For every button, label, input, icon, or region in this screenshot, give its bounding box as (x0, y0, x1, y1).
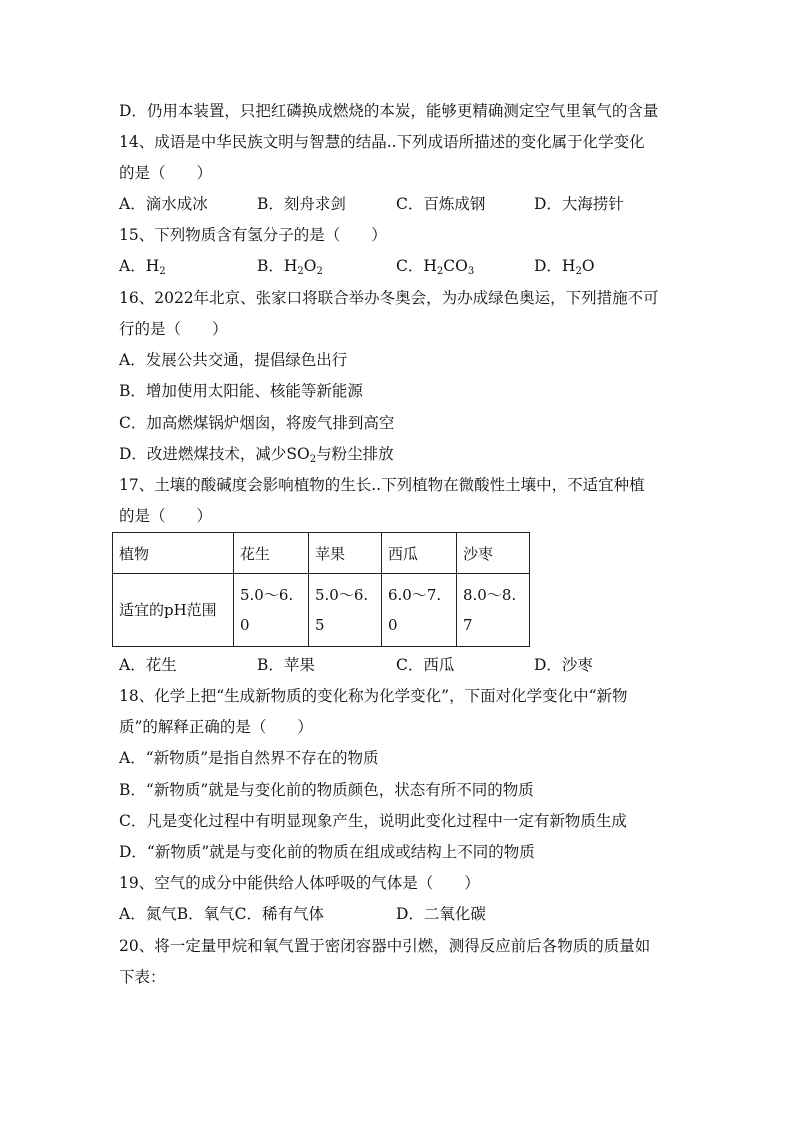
q14-stem: 14、成语是中华民族文明与智慧的结晶..下列成语所描述的变化属于化学变化 (119, 133, 645, 151)
table-cell: 8.0～8. 7 (457, 574, 530, 647)
table-row-label: 适宜的pH范围 (113, 574, 234, 647)
q14-stem-cont: 的是（ ） (119, 164, 213, 182)
q15-option-b: B．$H_2O_2$ (257, 257, 323, 277)
table-cell: 5.0～6. 5 (309, 574, 382, 647)
q20-stem: 20、将一定量甲烷和氧气置于密闭容器中引燃，测得反应前后各物质的质量如 (119, 937, 651, 955)
q17-option-b: B．苹果 (257, 656, 315, 674)
q16-option-d: D．改进燃煤技术，减少$SO_2$与粉尘排放 (119, 445, 394, 465)
table-cell: 6.0～7. 0 (382, 574, 457, 647)
q17-stem: 17、土壤的酸碱度会影响植物的生长..下列植物在微酸性土壤中，不适宜种植 (119, 476, 645, 494)
q20-stem-cont: 下表： (119, 968, 166, 986)
q19-option-d: D．二氧化碳 (396, 905, 486, 923)
q18-option-a: A．“新物质”是指自然界不存在的物质 (119, 749, 379, 767)
q17-option-a: A．花生 (119, 656, 177, 674)
table-row (113, 574, 530, 647)
q18-stem: 18、化学上把“生成新物质的变化称为化学变化”，下面对化学变化中“新物 (119, 687, 628, 705)
table-header-cell: 苹果 (309, 533, 382, 574)
q14-option-c: C．百炼成钢 (396, 195, 486, 213)
table-header-cell: 花生 (234, 533, 309, 574)
q13-option-d: D．仍用本装置，只把红磷换成燃烧的本炭，能够更精确测定空气里氧气的含量 (119, 102, 659, 120)
table-cell: 5.0～6. 0 (234, 574, 309, 647)
table-header-cell: 西瓜 (382, 533, 457, 574)
q17-stem-cont: 的是（ ） (119, 507, 213, 525)
q18-stem-cont: 质”的解释正确的是（ ） (119, 718, 313, 736)
q14-option-a: A．滴水成冰 (119, 195, 208, 213)
q16-stem: 16、2022年北京、张家口将联合举办冬奥会，为办成绿色奥运，下列措施不可 (119, 289, 659, 307)
q14-option-d: D．大海捞针 (534, 195, 624, 213)
q15-option-a: A．$H_2$ (119, 257, 166, 277)
q15-option-d: D．$H_2O$ (534, 257, 595, 277)
q17-option-d: D．沙枣 (534, 656, 593, 674)
q19-options-abc: A．氮气B．氧气C．稀有气体 (119, 905, 324, 923)
q18-option-d: D．“新物质”就是与变化前的物质在组成或结构上不同的物质 (119, 843, 535, 861)
q15-option-c: C．$H_2CO_3$ (396, 257, 475, 277)
q16-option-c: C．加高燃煤锅炉烟囱，将废气排到高空 (119, 414, 395, 432)
q18-option-c: C．凡是变化过程中有明显现象产生，说明此变化过程中一定有新物质生成 (119, 812, 627, 830)
q15-stem: 15、下列物质含有氢分子的是（ ） (119, 226, 387, 244)
table-header-cell: 植物 (113, 533, 234, 574)
q17-option-c: C．西瓜 (396, 656, 455, 674)
table-header-cell: 沙枣 (457, 533, 530, 574)
q14-option-b: B．刻舟求剑 (257, 195, 346, 213)
q16-option-a: A．发展公共交通，提倡绿色出行 (119, 351, 348, 369)
q19-stem: 19、空气的成分中能供给人体呼吸的气体是（ ） (119, 874, 480, 892)
table-header-row (113, 533, 530, 574)
q16-stem-cont: 行的是（ ） (119, 320, 228, 338)
q16-option-b: B．增加使用太阳能、核能等新能源 (119, 382, 363, 400)
ph-table (112, 532, 530, 647)
q18-option-b: B．“新物质”就是与变化前的物质颜色，状态有所不同的物质 (119, 781, 534, 799)
